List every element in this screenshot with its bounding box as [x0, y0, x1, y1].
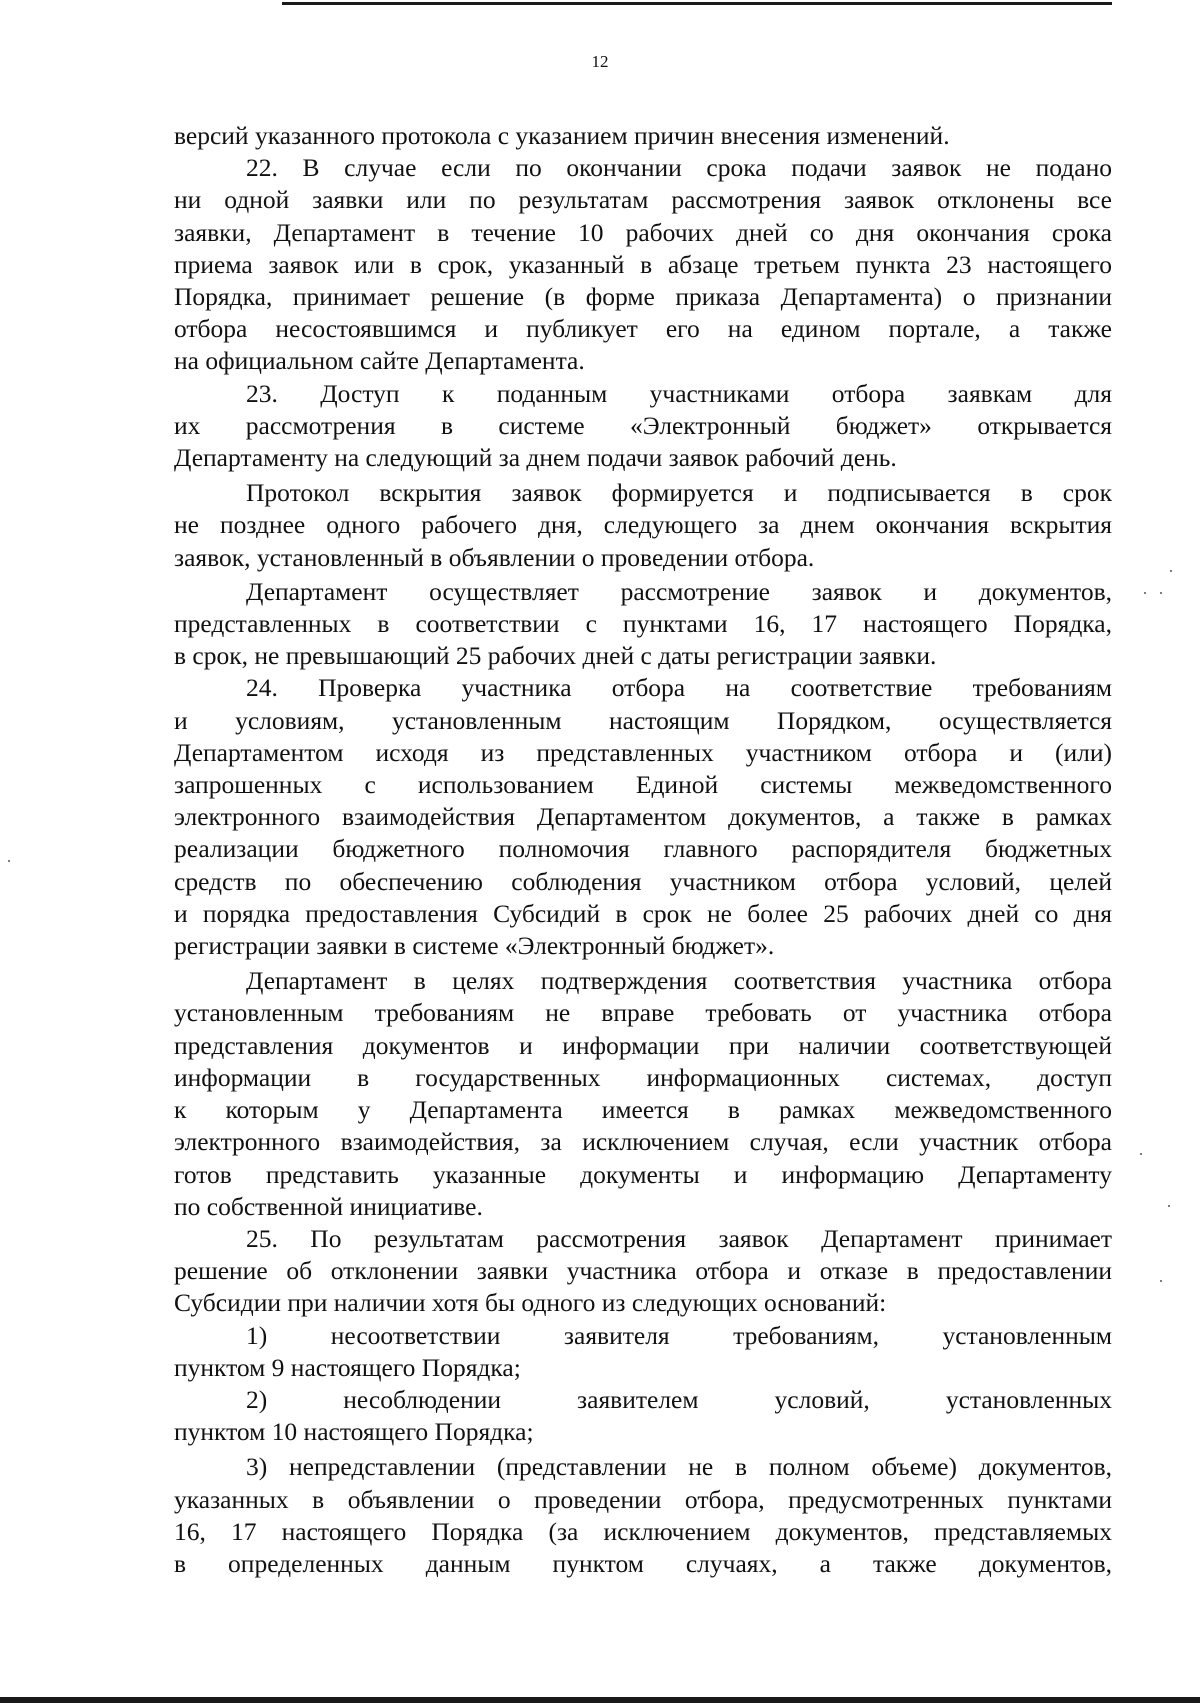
list-item-1	[174, 1320, 1112, 1384]
scan-speck	[1168, 1205, 1170, 1207]
scan-speck	[1170, 570, 1172, 572]
text-line: решение об отклонении заявки участника отбора и отказе в предоставлении	[174, 1256, 1112, 1286]
text-line: не позднее одного рабочего дня, следующего за днем окончания вскрытия	[174, 510, 1112, 540]
scan-speck	[1140, 1153, 1142, 1155]
text-line: Департаменту на следующий за днем подачи заявок рабочий день.	[174, 443, 897, 473]
scan-speck	[1144, 592, 1146, 594]
paragraph-no-extra-requests	[174, 965, 1112, 1223]
text-line: в срок, не превышающий 25 рабочих дней с даты регистрации заявки.	[174, 641, 937, 671]
text-line: представленных в соответствии с пунктами 16, 17 настоящего Порядка,	[174, 609, 1112, 639]
text-line: и порядка предоставления Субсидий в срок не более 25 рабочих дней со дня	[174, 898, 1112, 928]
scan-speck	[1160, 1280, 1162, 1282]
text-line: указанных в объявлении о проведении отбора, предусмотренных пунктами	[174, 1484, 1112, 1514]
text-line: 2) несоблюдении заявителем условий, установленных	[246, 1384, 1112, 1414]
text-line: в определенных данным пунктом случаях, а также документов,	[174, 1548, 1112, 1578]
text-line: 22. В случае если по окончании срока подачи заявок не подано	[246, 153, 1112, 183]
text-line: 1) несоответствии заявителя требованиям, установленным	[246, 1320, 1112, 1350]
text-line: к которым у Департамента имеется в рамках межведомственного	[174, 1095, 1112, 1125]
paragraph-item-23	[174, 378, 1112, 475]
scan-speck	[8, 860, 10, 862]
text-line: электронного взаимодействия, за исключением случая, если участник отбора	[174, 1127, 1112, 1157]
text-line: ни одной заявки или по результатам рассмотрения заявок отклонены все	[174, 185, 1112, 215]
text-line: на официальном сайте Департамента.	[174, 346, 585, 376]
text-line: Департамент осуществляет рассмотрение заявок и документов,	[246, 576, 1112, 606]
text-line: электронного взаимодействия Департаментом документов, а также в рамках	[174, 802, 1112, 832]
text-line: средств по обеспечению соблюдения участником отбора условий, целей	[174, 866, 1112, 896]
text-line: 16, 17 настоящего Порядка (за исключением документов, представляемых	[174, 1516, 1112, 1546]
scan-speck	[1160, 592, 1162, 594]
text-line: информации в государственных информационных системах, доступ	[174, 1062, 1112, 1092]
bottom-scan-border	[0, 1697, 1200, 1703]
text-line: реализации бюджетного полномочия главного распорядителя бюджетных	[174, 834, 1112, 864]
top-scan-border	[282, 2, 1112, 5]
text-line: регистрации заявки в системе «Электронный бюджет».	[174, 931, 775, 961]
paragraph-item-22	[174, 152, 1112, 377]
paragraph-continuation	[174, 120, 1112, 152]
text-line: 3) непредставлении (представлении не в полном объеме) документов,	[246, 1452, 1112, 1482]
text-line: Департаментом исходя из представленных участником отбора и (или)	[174, 737, 1112, 767]
list-item-2	[174, 1384, 1112, 1448]
text-line: Порядка, принимает решение (в форме приказа Департамента) о признании	[174, 282, 1112, 312]
text-line: заявки, Департамент в течение 10 рабочих дней со дня окончания срока	[174, 217, 1112, 247]
text-line: по собственной инициативе.	[174, 1191, 483, 1221]
page-number: 12	[591, 52, 609, 71]
text-line: версий указанного протокола с указанием причин внесения изменений.	[174, 121, 950, 150]
text-line: готов представить указанные документы и информацию Департаменту	[174, 1159, 1112, 1189]
paragraph-review-terms	[174, 576, 1112, 673]
text-line: их рассмотрения в системе «Электронный бюджет» открывается	[174, 410, 1112, 440]
text-line: представления документов и информации при наличии соответствующей	[174, 1030, 1112, 1060]
paragraph-item-24	[174, 672, 1112, 962]
text-line: пунктом 9 настоящего Порядка;	[174, 1352, 521, 1382]
list-item-3	[174, 1451, 1112, 1580]
text-line: Департамент в целях подтверждения соответствия участника отбора	[246, 966, 1112, 996]
text-line: и условиям, установленным настоящим Порядком, осуществляется	[174, 705, 1112, 735]
paragraph-item-25	[174, 1223, 1112, 1320]
text-line: Протокол вскрытия заявок формируется и подписывается в срок	[246, 478, 1112, 508]
text-line: 25. По результатам рассмотрения заявок Департамент принимает	[246, 1223, 1112, 1253]
text-line: 23. Доступ к поданным участниками отбора заявкам для	[246, 378, 1112, 408]
paragraph-opening-protocol	[174, 477, 1112, 574]
text-line: заявок, установленный в объявлении о проведении отбора.	[174, 542, 815, 572]
text-line: установленным требованиям не вправе требовать от участника отбора	[174, 998, 1112, 1028]
text-line: пунктом 10 настоящего Порядка;	[174, 1417, 534, 1447]
text-line: Субсидии при наличии хотя бы одного из следующих оснований:	[174, 1288, 887, 1318]
document-body	[174, 120, 1112, 1580]
text-line: отбора несостоявшимся и публикует его на едином портале, а также	[174, 314, 1112, 344]
text-line: запрошенных с использованием Единой системы межведомственного	[174, 770, 1112, 800]
text-line: 24. Проверка участника отбора на соответствие требованиям	[246, 673, 1112, 703]
text-line: приема заявок или в срок, указанный в абзаце третьем пункта 23 настоящего	[174, 249, 1112, 279]
